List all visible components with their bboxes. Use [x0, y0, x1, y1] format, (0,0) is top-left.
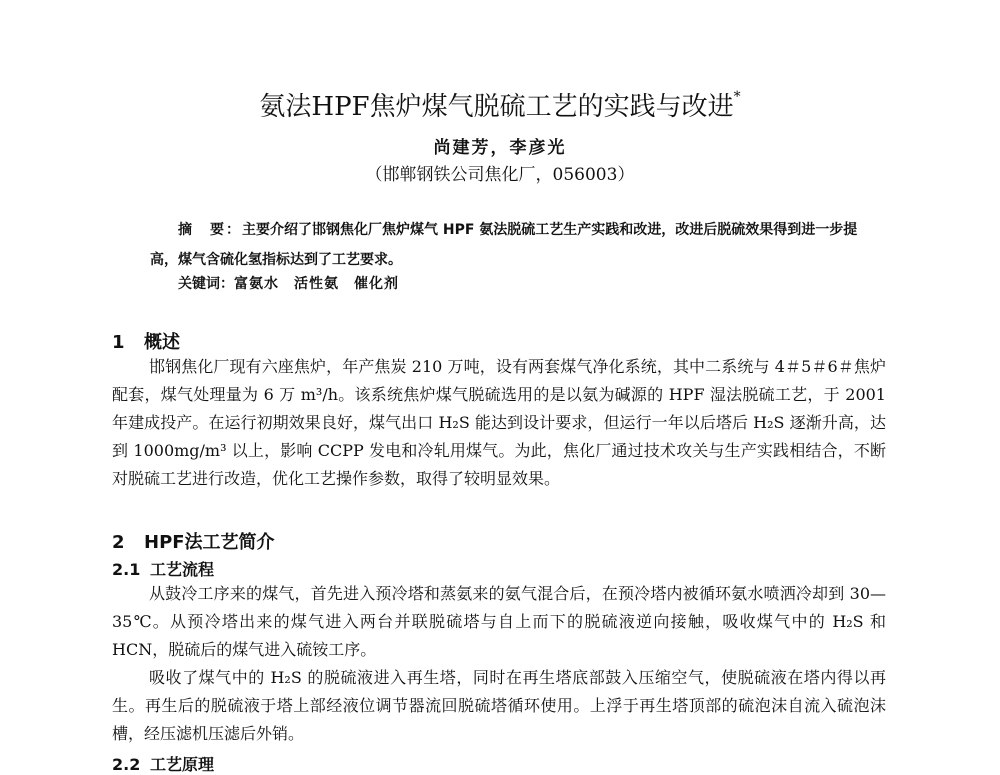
keywords-text: 富氨水 活性氨 催化剂 — [234, 276, 399, 292]
section-2-heading — [112, 528, 275, 554]
section-2-title: HPF法工艺简介 — [144, 532, 275, 553]
section-1-heading — [112, 328, 180, 354]
subsection-2-1-paragraph-1: 从鼓冷工序来的煤气，首先进入预冷塔和蒸氨来的氨气混合后，在预冷塔内被循环氨水喷洒冷却到 30—35℃。从预冷塔出来的煤气进入两台并联脱硫塔与自上而下的脱硫液逆向接触，吸收煤气中的 H₂S 和 HCN，脱硫后的煤气进入硫铵工序。 — [112, 584, 886, 659]
section-1-paragraph: 邯钢焦化厂现有六座焦炉，年产焦炭 210 万吨，设有两套煤气净化系统，其中二系统与 4＃5＃6＃焦炉配套，煤气处理量为 6 万 m³/h。该系统焦炉煤气脱硫选用的是以氨为碱源的 HPF 湿法脱硫工艺，于 2001 年建成投产。在运行初期效果良好，煤气出口 H₂S 能达到设计要求，但运行一年以后塔后 H₂S 逐渐升高，达到 1000mg/m³ 以上，影响 CCPP 发电和冷轧用煤气。为此，焦化厂通过技术攻关与生产实践相结合，不断对脱硫工艺进行改造，优化工艺操作参数，取得了较明显效果。 — [112, 357, 886, 488]
subsection-2-2-title: 工艺原理 — [150, 755, 215, 774]
abstract-text: 主要介绍了邯钢焦化厂焦炉煤气 HPF 氨法脱硫工艺生产实践和改进，改进后脱硫效果得到进一步提高，煤气含硫化氢指标达到了工艺要求。 — [150, 222, 858, 268]
section-2-number: 2 — [112, 532, 125, 553]
paper-authors: 尚建芳，李彦光 — [433, 138, 567, 158]
paper-title — [0, 86, 1000, 123]
abstract-block — [150, 215, 860, 275]
subsection-2-2-number: 2.2 — [112, 755, 141, 774]
section-1-title: 概述 — [144, 332, 180, 353]
title-footnote-mark: * — [733, 89, 741, 106]
keywords-block — [178, 273, 399, 293]
abstract-label: 摘 要： — [178, 222, 242, 238]
subsection-2-1-paragraph-2: 吸收了煤气中的 H₂S 的脱硫液进入再生塔，同时在再生塔底部鼓入压缩空气，使脱硫液在塔内得以再生。再生后的脱硫液于塔上部经液位调节器流回脱硫塔循环使用。上浮于再生塔顶部的硫泡沫自流入硫泡沫槽，经压滤机压滤后外销。 — [112, 668, 886, 743]
subsection-2-1-heading — [112, 557, 214, 580]
section-1-number: 1 — [112, 332, 125, 353]
keywords-label: 关键词： — [178, 276, 234, 292]
author-affiliation: （邯郸钢铁公司焦化厂，056003） — [365, 165, 635, 185]
subsection-2-1-title: 工艺流程 — [150, 560, 215, 579]
subsection-2-2-heading — [112, 752, 214, 775]
subsection-2-1-number: 2.1 — [112, 560, 141, 579]
paper-title-text: 氨法HPF焦炉煤气脱硫工艺的实践与改进 — [259, 92, 734, 122]
